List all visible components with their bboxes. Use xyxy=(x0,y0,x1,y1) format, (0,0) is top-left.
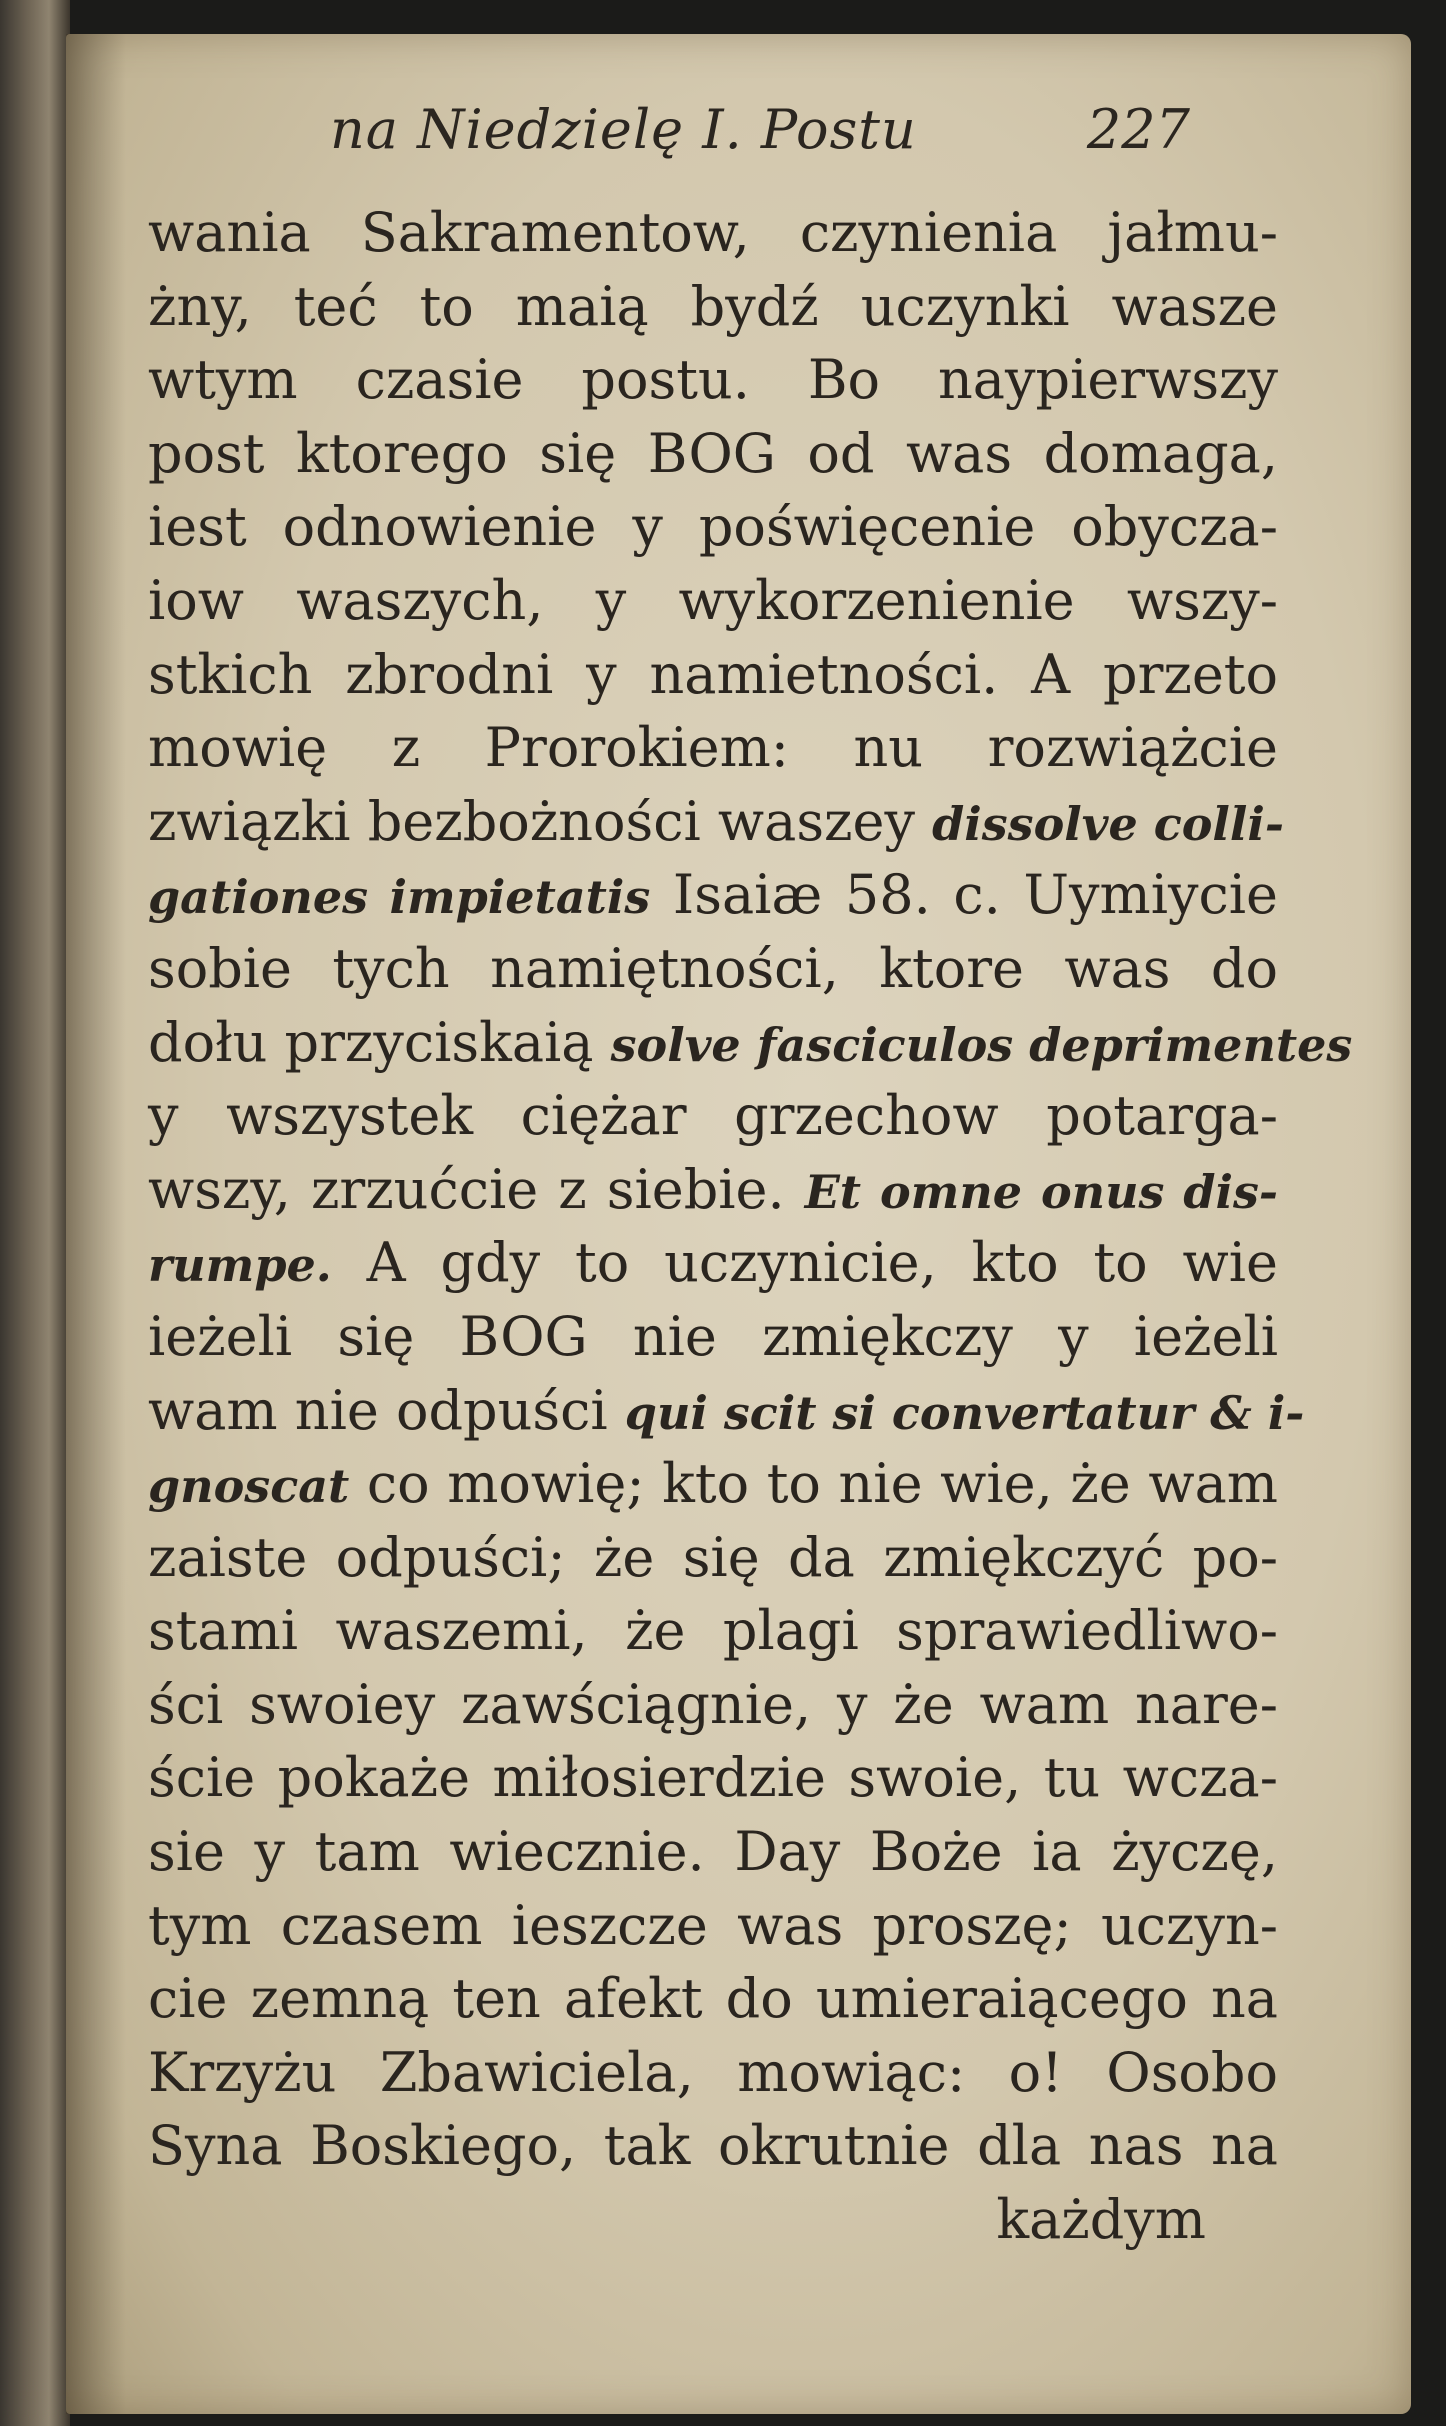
text-line xyxy=(148,638,1278,712)
text-segment: dołu przyciskaią xyxy=(148,1010,611,1074)
page-header xyxy=(330,90,1190,180)
text-line xyxy=(148,785,1284,859)
text-line xyxy=(148,1447,1278,1521)
text-line xyxy=(148,196,1278,270)
text-line xyxy=(148,490,1278,564)
text-line xyxy=(148,343,1278,417)
latin-quote: gationes impietatis xyxy=(148,870,651,925)
text-segment: tym czasem ieszcze was proszę; uczyn- xyxy=(148,1893,1278,1957)
text-line xyxy=(148,1079,1278,1153)
text-segment: ście pokaże miłosierdzie swoie, tu wcza- xyxy=(148,1746,1278,1810)
text-line xyxy=(148,1668,1278,1742)
text-segment: ieżeli się BOG nie zmiękczy y ieżeli xyxy=(148,1304,1278,1368)
text-segment: wam nie odpuści xyxy=(148,1378,625,1442)
latin-quote: qui scit si convertatur & i- xyxy=(624,1385,1305,1440)
book-gutter xyxy=(0,0,70,2426)
latin-quote: gnoscat xyxy=(148,1459,350,1514)
text-line xyxy=(148,1374,1305,1448)
text-segment: ści swoiey zawściągnie, y że wam nare- xyxy=(148,1672,1278,1736)
text-line xyxy=(148,1006,1353,1080)
text-segment: związki bezbożności waszey xyxy=(148,789,933,853)
spine-shadow xyxy=(66,34,126,2414)
text-line xyxy=(148,1815,1278,1889)
text-segment: iest odnowienie y poświęcenie obycza- xyxy=(148,495,1278,559)
text-segment: post ktorego się BOG od was domaga, xyxy=(148,421,1278,485)
text-segment: Krzyżu Zbawiciela, mowiąc: o! Osobo xyxy=(148,2040,1278,2104)
running-head: na Niedzielę I. Postu xyxy=(330,98,917,161)
body-text xyxy=(148,196,1353,2257)
text-line xyxy=(148,1226,1278,1300)
latin-quote: solve fasciculos deprimentes xyxy=(610,1017,1353,1072)
text-segment: stkich zbrodni y namietności. A przeto xyxy=(148,642,1278,706)
text-line xyxy=(148,270,1278,344)
text-segment: sobie tych namiętności, ktore was do xyxy=(148,936,1278,1000)
text-line xyxy=(148,1741,1278,1815)
text-segment: y wszystek ciężar grzechow potarga- xyxy=(148,1084,1278,1148)
text-segment: wania Sakramentow, czynienia jałmu- xyxy=(148,201,1278,264)
text-line xyxy=(148,564,1278,638)
text-segment: żny, teć to maią bydź uczynki wasze xyxy=(148,274,1278,338)
latin-quote: rumpe. xyxy=(148,1238,332,1293)
text-segment: zaiste odpuści; że się da zmiękczyć po- xyxy=(148,1525,1278,1589)
text-segment: A gdy to uczynicie, kto to wie xyxy=(331,1231,1278,1295)
text-segment: stami waszemi, że plagi sprawiedliwo- xyxy=(148,1599,1278,1663)
text-line xyxy=(148,858,1278,932)
text-segment: cie zemną ten afekt do umieraiącego na xyxy=(148,1967,1278,2031)
text-segment: co mowię; kto to nie wie, że wam xyxy=(349,1452,1278,1516)
text-line xyxy=(148,417,1278,491)
text-line xyxy=(148,1300,1278,1374)
latin-quote: dissolve colli- xyxy=(932,796,1284,851)
text-line xyxy=(148,1521,1278,1595)
text-line xyxy=(148,1962,1278,2036)
latin-quote: Et omne onus dis- xyxy=(804,1164,1278,1219)
text-line xyxy=(148,1889,1278,1963)
text-segment: iow waszych, y wykorzenienie wszy- xyxy=(148,568,1278,632)
text-segment: wszy, zrzućcie z siebie. xyxy=(148,1157,805,1221)
text-line xyxy=(148,1594,1278,1668)
text-line xyxy=(148,932,1278,1006)
text-line xyxy=(148,2036,1278,2110)
text-segment: wtym czasie postu. Bo naypierwszy xyxy=(148,348,1278,412)
text-segment: Syna Boskiego, tak okrutnie dla nas na xyxy=(148,2114,1278,2178)
text-line xyxy=(148,1153,1278,1227)
text-line xyxy=(148,711,1278,785)
text-segment: mowię z Prorokiem: nu rozwiążcie xyxy=(148,716,1278,780)
text-line xyxy=(148,2109,1278,2183)
catchword: każdym xyxy=(996,2188,1206,2252)
text-segment: sie y tam wiecznie. Day Boże ia życzę, xyxy=(148,1820,1278,1884)
text-segment: Isaiæ 58. c. Uymiycie xyxy=(650,863,1278,927)
page-number: 227 xyxy=(1086,98,1190,161)
